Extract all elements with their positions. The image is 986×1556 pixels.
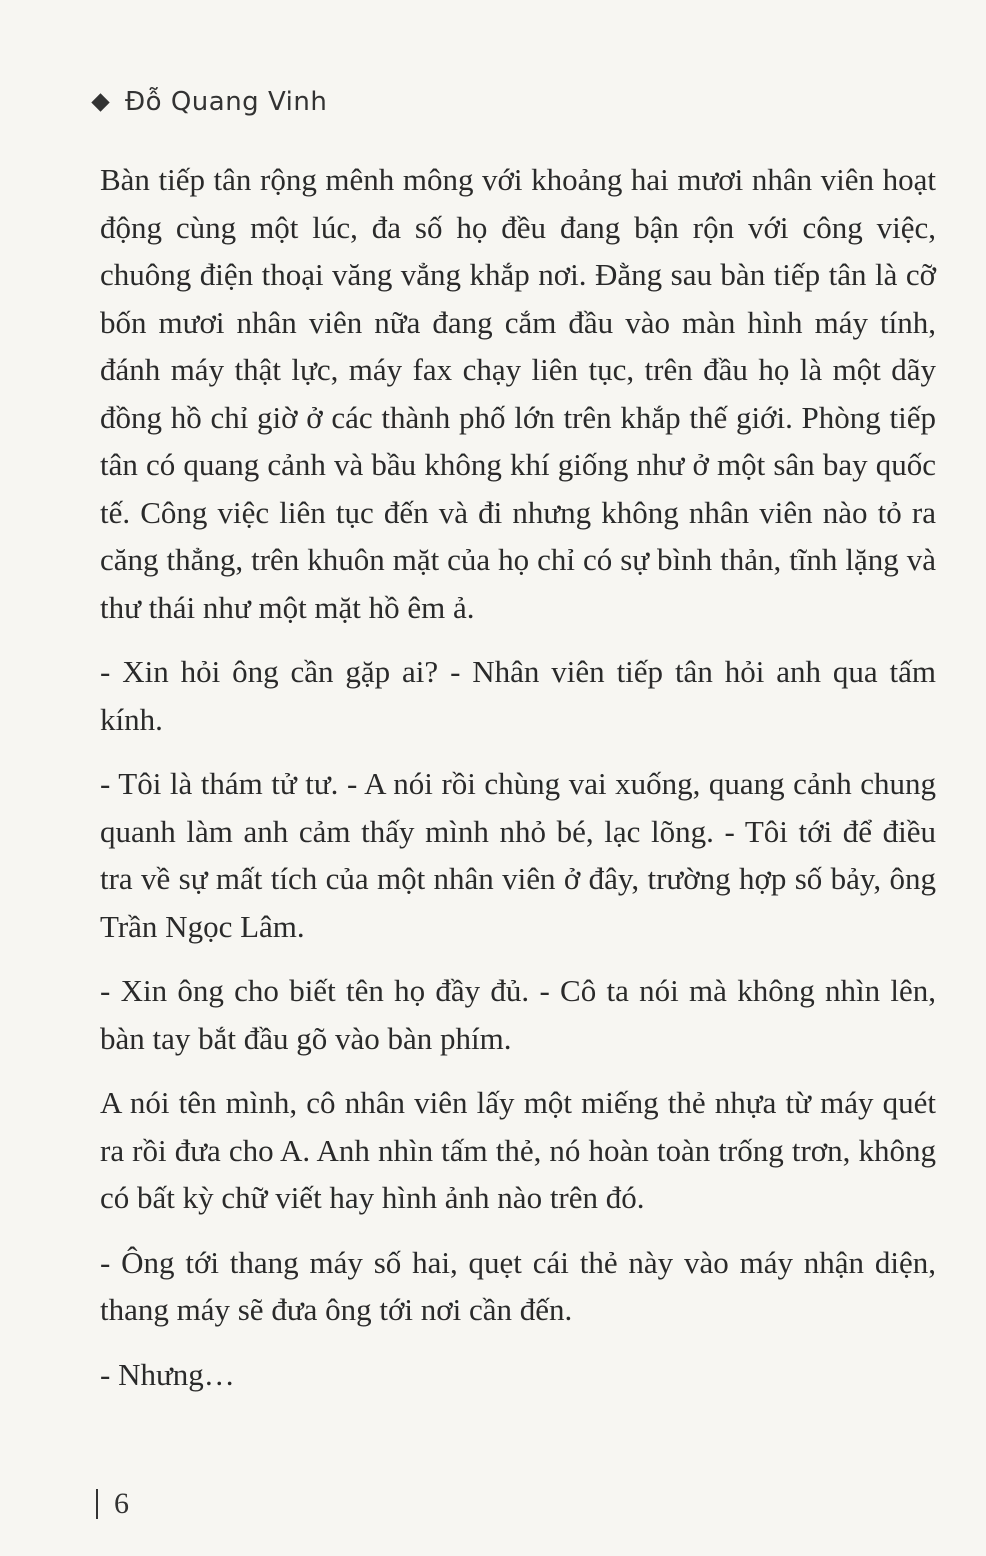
paragraph-6: - Ông tới thang máy số hai, quẹt cái thẻ này vào máy nhận diện, thang máy sẽ đưa ông tới nơi cần đến. xyxy=(100,1244,936,1327)
header-author: Đỗ Quang Vinh xyxy=(125,87,328,117)
paragraph-5: A nói tên mình, cô nhân viên lấy một miếng thẻ nhựa từ máy quét ra rồi đưa cho A. Anh nhìn tấm thẻ, nó hoàn toàn trống trơn, không có bất kỳ chữ viết hay hình ảnh nào trên đó. xyxy=(100,1085,936,1215)
running-header xyxy=(92,84,327,120)
paragraph-1: Bàn tiếp tân rộng mênh mông với khoảng hai mươi nhân viên hoạt động cùng một lúc, đa số họ đều đang bận rộn với công việc, chuông điện thoại văng vẳng khắp nơi. Đằng sau bàn tiếp tân là cỡ bốn mươi nhân viên nữa đang cắm đầu vào màn hình máy tính, đánh máy thật lực, máy fax chạy liên tục, trên đầu họ là một dãy đồng hồ chỉ giờ ở các thành phố lớn trên khắp thế giới. Phòng tiếp tân có quang cảnh và bầu không khí giống như ở một sân bay quốc tế. Công việc liên tục đến và đi nhưng không nhân viên nào tỏ ra căng thẳng, trên khuôn mặt của họ chỉ có sự bình thản, tĩnh lặng và thư thái như một mặt hồ êm ả. xyxy=(100,162,936,625)
paragraph-7: - Nhưng… xyxy=(100,1356,235,1392)
paragraph-4: - Xin ông cho biết tên họ đầy đủ. - Cô ta nói mà không nhìn lên, bàn tay bắt đầu gõ vào bàn phím. xyxy=(100,973,936,1056)
paragraph-3: - Tôi là thám tử tư. - A nói rồi chùng vai xuống, quang cảnh chung quanh làm anh cảm thấy mình nhỏ bé, lạc lõng. - Tôi tới để điều tra về sự mất tích của một nhân viên ở đây, trường hợp số bảy, ông Trần Ngọc Lâm. xyxy=(100,766,936,944)
diamond-bullet-icon xyxy=(91,93,109,111)
page-footer xyxy=(96,1486,129,1522)
page-number: 6 xyxy=(114,1487,129,1520)
footer-divider xyxy=(96,1489,98,1519)
paragraph-2: - Xin hỏi ông cần gặp ai? - Nhân viên tiếp tân hỏi anh qua tấm kính. xyxy=(100,654,936,737)
body-text xyxy=(100,156,936,1398)
